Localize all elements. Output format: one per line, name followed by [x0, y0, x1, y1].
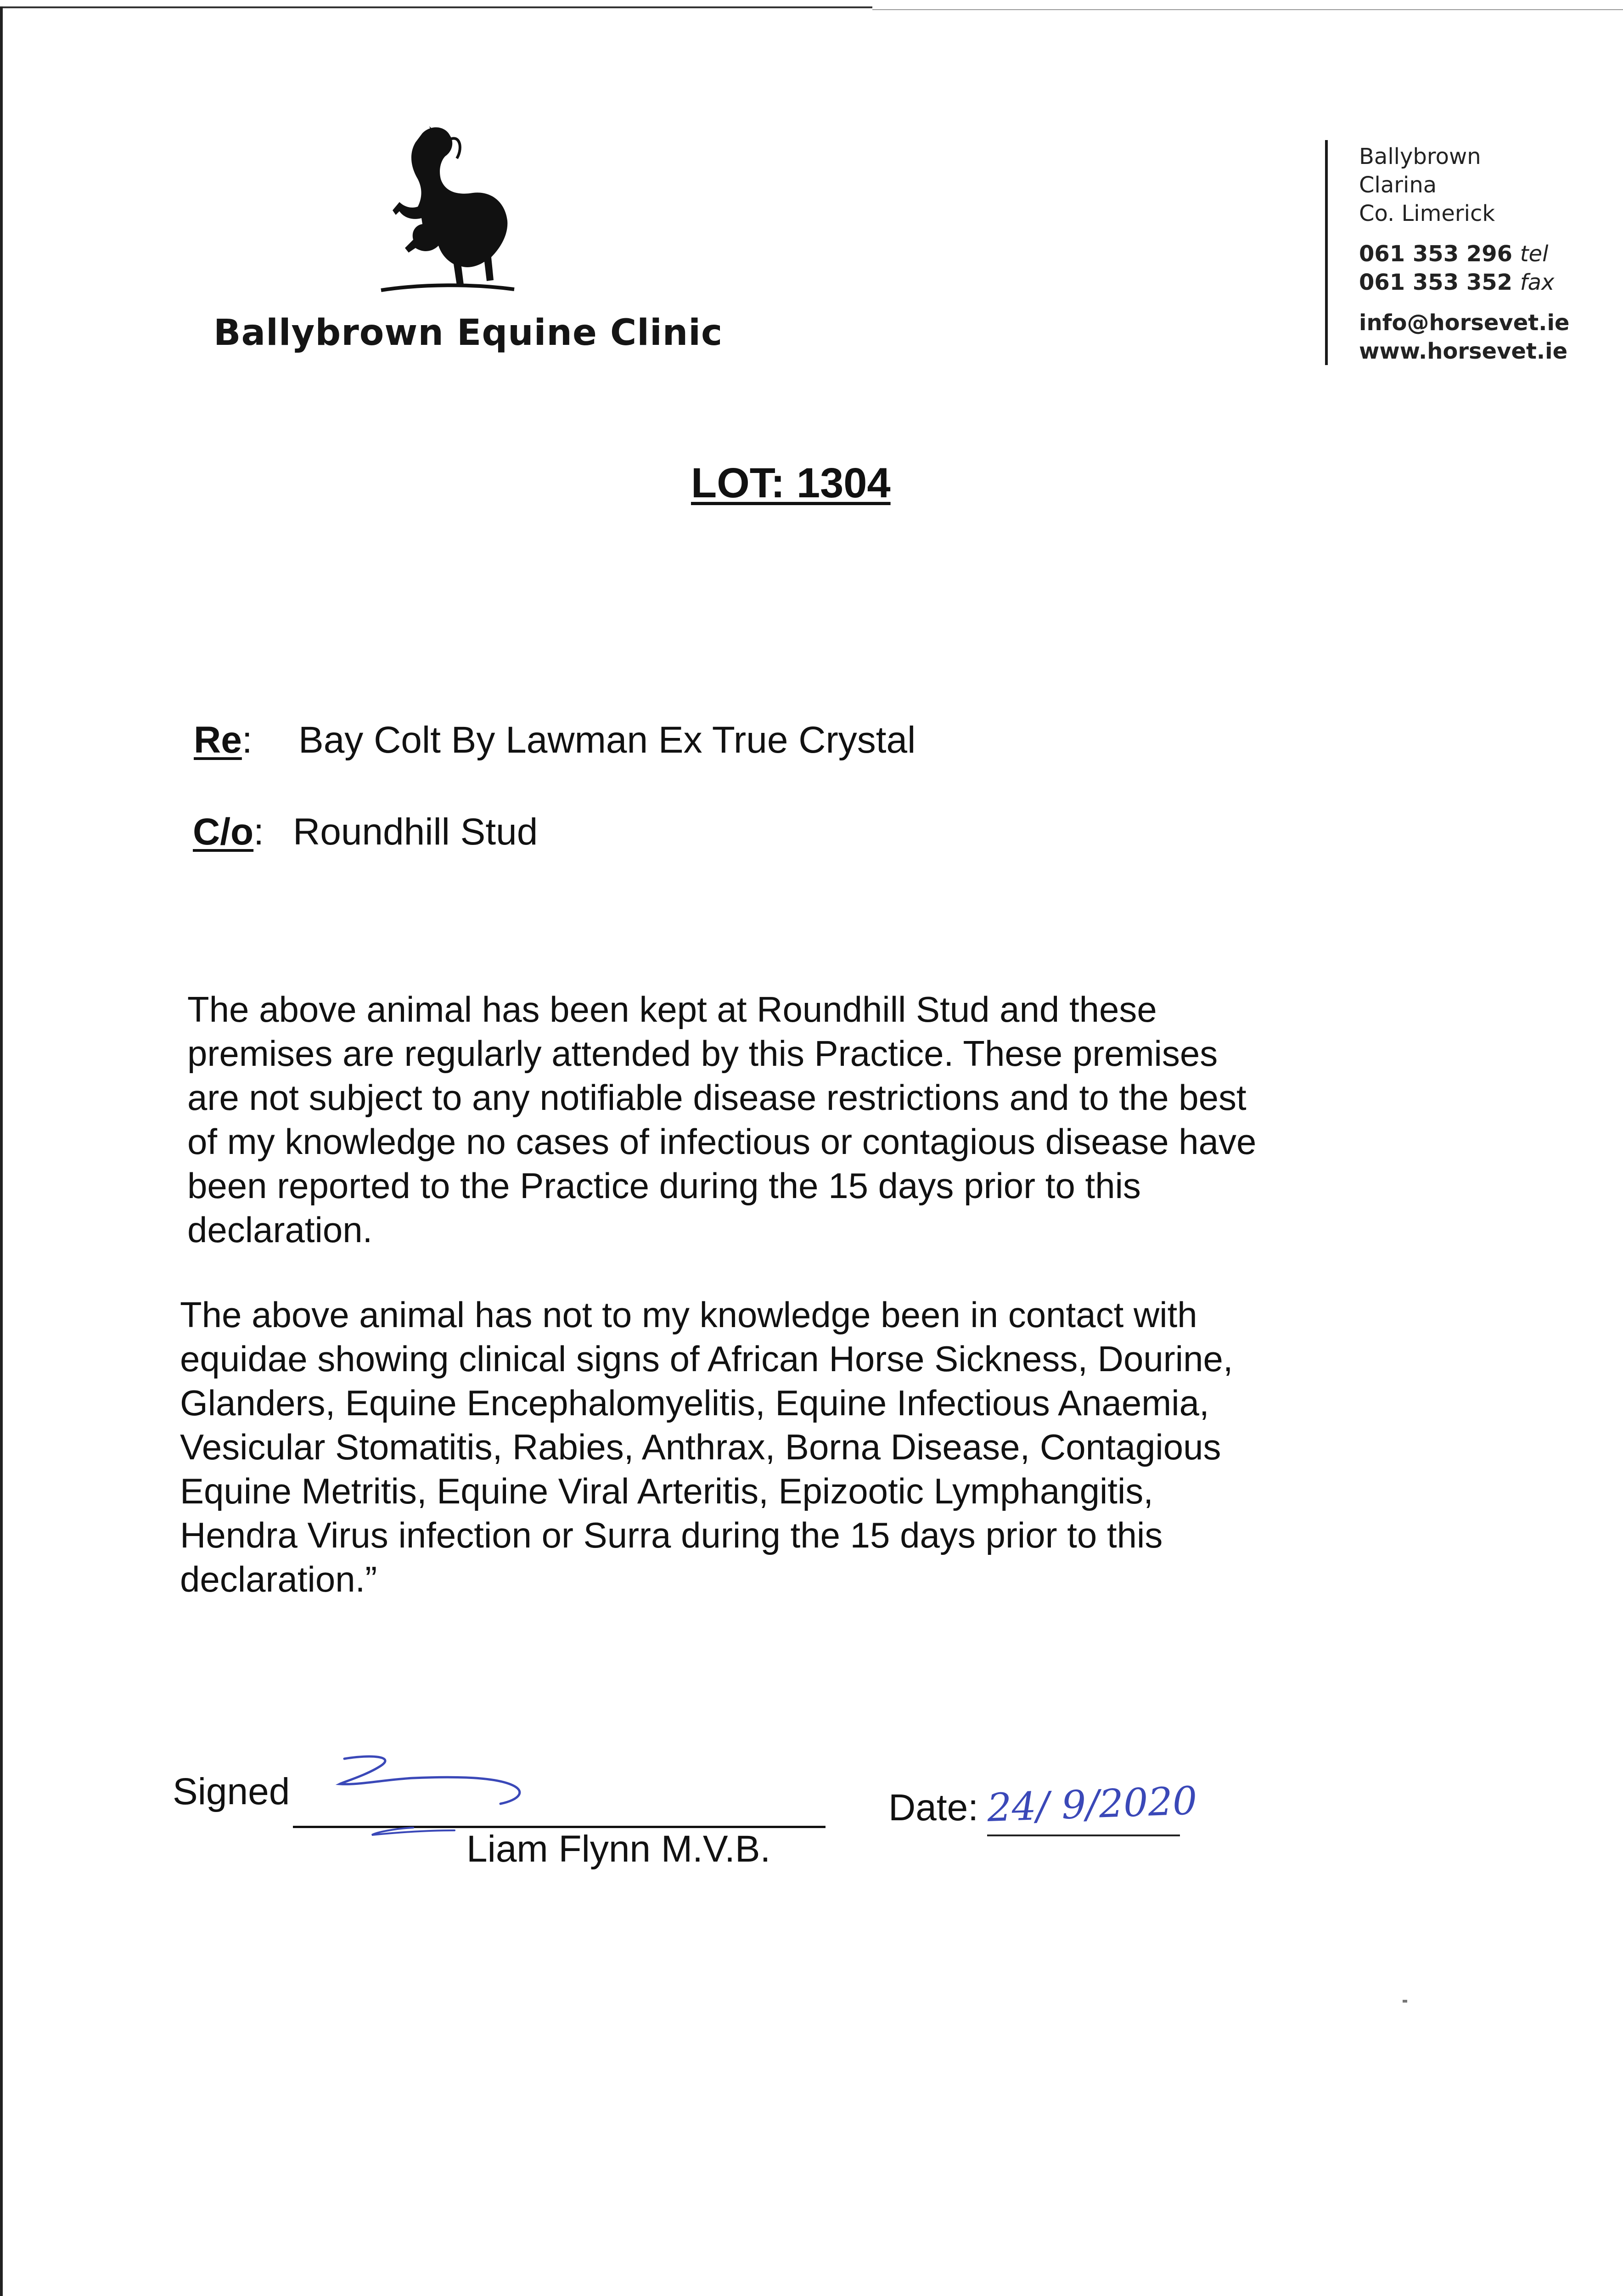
paragraph-line: Hendra Virus infection or Surra during the 15 days prior to this — [180, 1515, 1163, 1555]
date-line — [987, 1835, 1180, 1836]
paragraph-line: equidae showing clinical signs of African Horse Sickness, Dourine, — [180, 1339, 1233, 1379]
declaration-paragraph-2 — [180, 1293, 1337, 1601]
scan-speck — [1403, 2000, 1407, 2003]
page-edge-left — [0, 6, 3, 2296]
care-of-field: C/o: Roundhill Stud — [193, 811, 538, 853]
paragraph-line: declaration. — [187, 1210, 373, 1250]
lot-title: LOT: 1304 — [691, 460, 891, 506]
paragraph-line: Equine Metritis, Equine Viral Arteritis, Epizootic Lymphangitis, — [180, 1471, 1153, 1511]
address-line-1: Ballybrown — [1359, 144, 1481, 169]
signer-name: Liam Flynn M.V.B. — [466, 1828, 771, 1870]
paragraph-line: been reported to the Practice during the 15 days prior to this — [187, 1165, 1141, 1206]
website-link[interactable]: www.horsevet.ie — [1359, 338, 1568, 364]
paragraph-line: declaration.” — [180, 1559, 377, 1599]
declaration-paragraph-1 — [187, 987, 1344, 1252]
contact-divider — [1325, 140, 1328, 365]
paragraph-line: The above animal has been kept at Roundhill Stud and these — [187, 989, 1157, 1030]
paragraph-line: The above animal has not to my knowledge been in contact with — [180, 1294, 1197, 1335]
contact-block — [1359, 142, 1569, 366]
re-field: Re: Bay Colt By Lawman Ex True Crystal — [194, 719, 916, 761]
signed-label: Signed — [173, 1771, 290, 1812]
paragraph-line: Vesicular Stomatitis, Rabies, Anthrax, Borna Disease, Contagious — [180, 1427, 1221, 1467]
re-label: Re — [194, 719, 242, 761]
paragraph-line: premises are regularly attended by this Practice. These premises — [187, 1033, 1218, 1074]
handwritten-date: 24/ 9/2020 — [986, 1778, 1198, 1830]
care-of-label: C/o — [193, 811, 254, 853]
page-edge-top-faint — [872, 9, 1623, 10]
page-edge-top — [0, 6, 872, 8]
paragraph-line: of my knowledge no cases of infectious or contagious disease have — [187, 1121, 1257, 1162]
address-line-2: Clarina — [1359, 172, 1437, 198]
paragraph-line: are not subject to any notifiable disease restrictions and to the best — [187, 1077, 1247, 1118]
address-line-3: Co. Limerick — [1359, 201, 1495, 226]
phone-tel: 061 353 296 tel — [1359, 241, 1549, 267]
rearing-horse-icon — [354, 115, 537, 298]
paragraph-line: Glanders, Equine Encephalomyelitis, Equine Infectious Anaemia, — [180, 1383, 1209, 1423]
clinic-name: Ballybrown Equine Clinic — [213, 312, 723, 354]
care-of-value: Roundhill Stud — [293, 811, 538, 853]
clinic-letterhead — [202, 115, 723, 354]
re-value: Bay Colt By Lawman Ex True Crystal — [298, 719, 916, 761]
email-link[interactable]: info@horsevet.ie — [1359, 310, 1570, 336]
phone-fax: 061 353 352 fax — [1359, 270, 1555, 295]
date-label: Date: — [888, 1787, 978, 1829]
